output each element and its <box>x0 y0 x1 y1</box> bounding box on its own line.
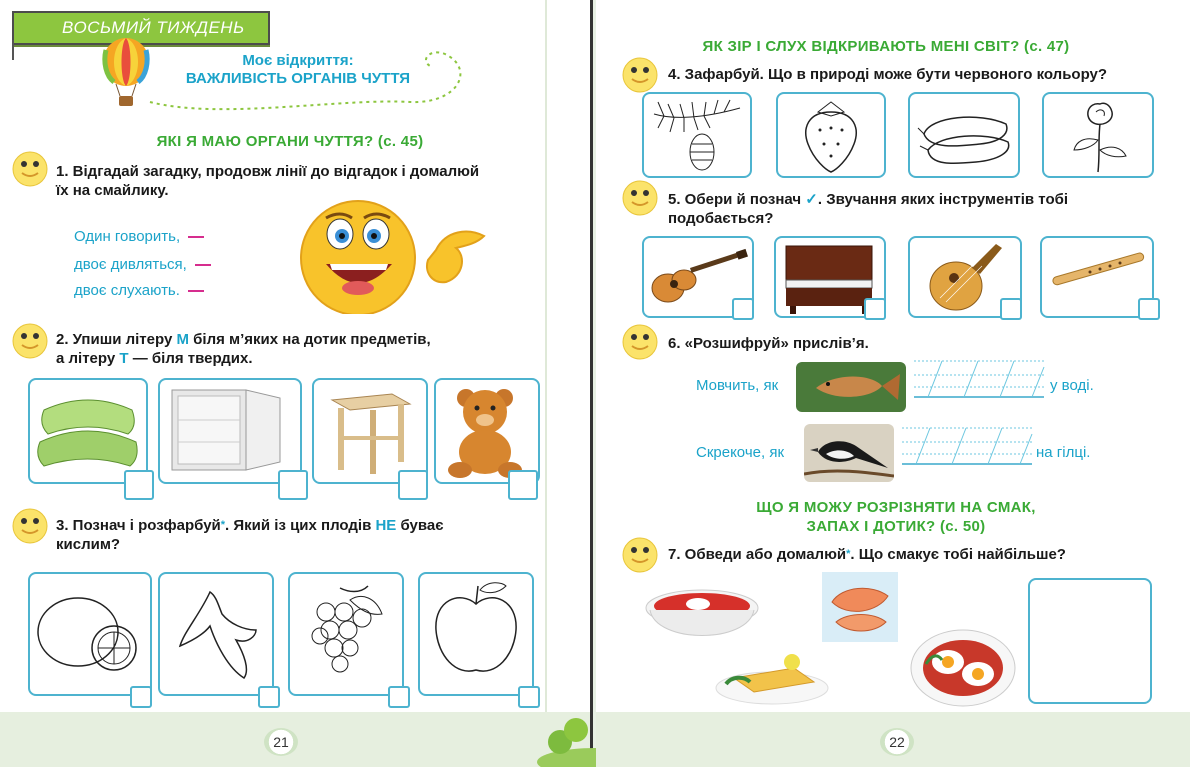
draw-answer-box[interactable] <box>1028 578 1152 704</box>
riddle-line-3 <box>74 282 204 299</box>
answer-dash[interactable] <box>195 264 211 266</box>
left-page <box>0 0 592 767</box>
book-spine <box>590 0 593 767</box>
answer-box[interactable] <box>124 470 154 500</box>
discovery-line1: Моє відкриття: <box>242 52 354 69</box>
task2-line2 <box>56 349 542 368</box>
flute-card <box>1040 236 1154 318</box>
fridge-image <box>160 380 300 482</box>
zucchini-outline-image[interactable] <box>910 94 1018 176</box>
task3-mid: . Який із цих плодів <box>225 517 372 534</box>
answer-box[interactable] <box>732 298 754 320</box>
task2-pre: 2. Упиши літеру <box>56 331 173 348</box>
star-mark: * <box>220 519 226 531</box>
task3-post: буває <box>400 517 444 534</box>
teddy-bear-card <box>434 378 540 484</box>
banana-outline-image[interactable] <box>160 574 272 694</box>
section2-title: ЯК ЗІР І СЛУХ ВІДКРИВАЮТЬ МЕНІ СВІТ? (с. 47) <box>702 38 1070 55</box>
task1-line2: їх на смайлику. <box>56 182 169 199</box>
discovery-heading <box>168 52 428 88</box>
riddle-text: двоє дивляться, <box>74 256 187 273</box>
section1-title: ЯКІ Я МАЮ ОРГАНИ ЧУТТЯ? (с. 45) <box>156 133 424 150</box>
letter-m: М <box>176 331 189 348</box>
sandwich-image[interactable] <box>714 642 830 706</box>
answer-box[interactable] <box>508 470 538 500</box>
proverb2-start: Скрекоче, як <box>696 444 785 461</box>
task6-text: 6. «Розшифруй» прислів’я. <box>668 335 869 352</box>
fridge-card <box>158 378 302 484</box>
section3-title <box>656 498 1136 536</box>
smiley-icon <box>622 180 658 216</box>
answer-dash[interactable] <box>188 290 204 292</box>
riddle-line-1 <box>74 228 204 245</box>
week-banner: ВОСЬМИЙ ТИЖДЕНЬ <box>12 11 270 45</box>
riddle-text: Один говорить, <box>74 228 181 245</box>
answer-box[interactable] <box>398 470 428 500</box>
section3-line2: ЗАПАХ І ДОТИК? (с. 50) <box>806 518 986 535</box>
banner-pole <box>12 40 14 60</box>
task7-text <box>668 545 1154 564</box>
smiley-icon <box>12 508 48 544</box>
checkmark-icon: ✓ <box>805 191 818 208</box>
task3-pre: 3. Познач і розфарбуй <box>56 517 221 534</box>
task2-line2-pre: а літеру <box>56 350 116 367</box>
page-number-left: 21 <box>264 728 298 756</box>
task4-text: 4. Зафарбуй. Що в природі може бути червоного кольору? <box>668 66 1108 83</box>
riddle-line-2 <box>74 256 211 273</box>
star-mark: * <box>846 548 851 560</box>
smiley-icon <box>622 537 658 573</box>
apple-card <box>418 572 534 696</box>
writing-lines-1[interactable] <box>908 357 1048 403</box>
answer-box[interactable] <box>130 686 152 708</box>
strawberry-card <box>776 92 886 178</box>
task5-line2: подобається? <box>668 210 774 227</box>
task7-pre: 7. Обведи або домалюй <box>668 546 847 563</box>
riddle-text: двоє слухають. <box>74 282 180 299</box>
task1-text <box>56 162 546 200</box>
smiley-icon <box>622 324 658 360</box>
smiley-face-image[interactable] <box>296 200 496 314</box>
page-number-right: 22 <box>880 728 914 756</box>
task3-line2: кислим? <box>56 536 121 553</box>
letter-t: Т <box>119 350 129 367</box>
banana-card <box>158 572 274 696</box>
answer-box[interactable] <box>258 686 280 708</box>
not-word: НЕ <box>375 517 397 534</box>
answer-dash[interactable] <box>188 236 204 238</box>
answer-box[interactable] <box>1000 298 1022 320</box>
grapes-outline-image[interactable] <box>290 574 402 694</box>
lemon-card <box>28 572 152 696</box>
smiley-icon <box>12 151 48 187</box>
proverb1-start: Мовчить, як <box>696 377 779 394</box>
smiley-icon <box>622 57 658 93</box>
task3-line1 <box>56 516 542 535</box>
task5-pre: 5. Обери й познач <box>668 191 802 208</box>
task2-line2-post: — біля твердих. <box>132 350 253 367</box>
smiley-icon <box>12 323 48 359</box>
task7-post: . Що смакує тобі найбільше? <box>850 546 1066 563</box>
sopilka-image <box>1042 238 1152 316</box>
writing-lines-2[interactable] <box>896 424 1036 470</box>
zucchini-card <box>908 92 1020 178</box>
apple-outline-image[interactable] <box>420 574 532 694</box>
task2-text <box>56 330 542 368</box>
proverb1-end: у воді. <box>1050 377 1094 394</box>
section3-line1: ЩО Я МОЖУ РОЗРІЗНЯТИ НА СМАК, <box>756 499 1036 516</box>
teddy-bear-image <box>436 380 538 482</box>
pine-branch-outline-image[interactable] <box>644 94 750 176</box>
task5-line1 <box>668 190 1154 209</box>
stool-card <box>312 378 428 484</box>
task5-post: . Звучання яких інструментів тобі <box>817 191 1069 208</box>
grapes-card <box>288 572 404 696</box>
fish-image <box>796 362 906 412</box>
right-page <box>596 0 1190 767</box>
answer-box[interactable] <box>864 298 886 320</box>
task2-line1 <box>56 330 542 349</box>
task5-text <box>668 190 1154 228</box>
answer-box[interactable] <box>1138 298 1160 320</box>
proverb2-end: на гілці. <box>1036 444 1091 461</box>
rose-card <box>1042 92 1154 178</box>
rose-outline-image[interactable] <box>1044 94 1152 176</box>
strawberry-outline-image[interactable] <box>778 94 884 176</box>
discovery-line2: ВАЖЛИВІСТЬ ОРГАНІВ ЧУТТЯ <box>185 70 411 87</box>
fried-eggs-image[interactable] <box>908 624 1018 708</box>
pillows-image <box>30 380 146 482</box>
answer-box[interactable] <box>278 470 308 500</box>
answer-box[interactable] <box>388 686 410 708</box>
stool-image <box>314 380 426 482</box>
magpie-image <box>804 424 894 482</box>
task1-line1: 1. Відгадай загадку, продовж лінії до відгадок і домалюй <box>56 163 480 180</box>
task3-text <box>56 516 542 554</box>
pine-branch-card <box>642 92 752 178</box>
lemon-outline-image[interactable] <box>30 574 150 694</box>
salmon-image[interactable] <box>822 572 898 642</box>
pillows-card <box>28 378 148 484</box>
task2-mid: біля м’яких на дотик предметів, <box>193 331 431 348</box>
answer-box[interactable] <box>518 686 540 708</box>
